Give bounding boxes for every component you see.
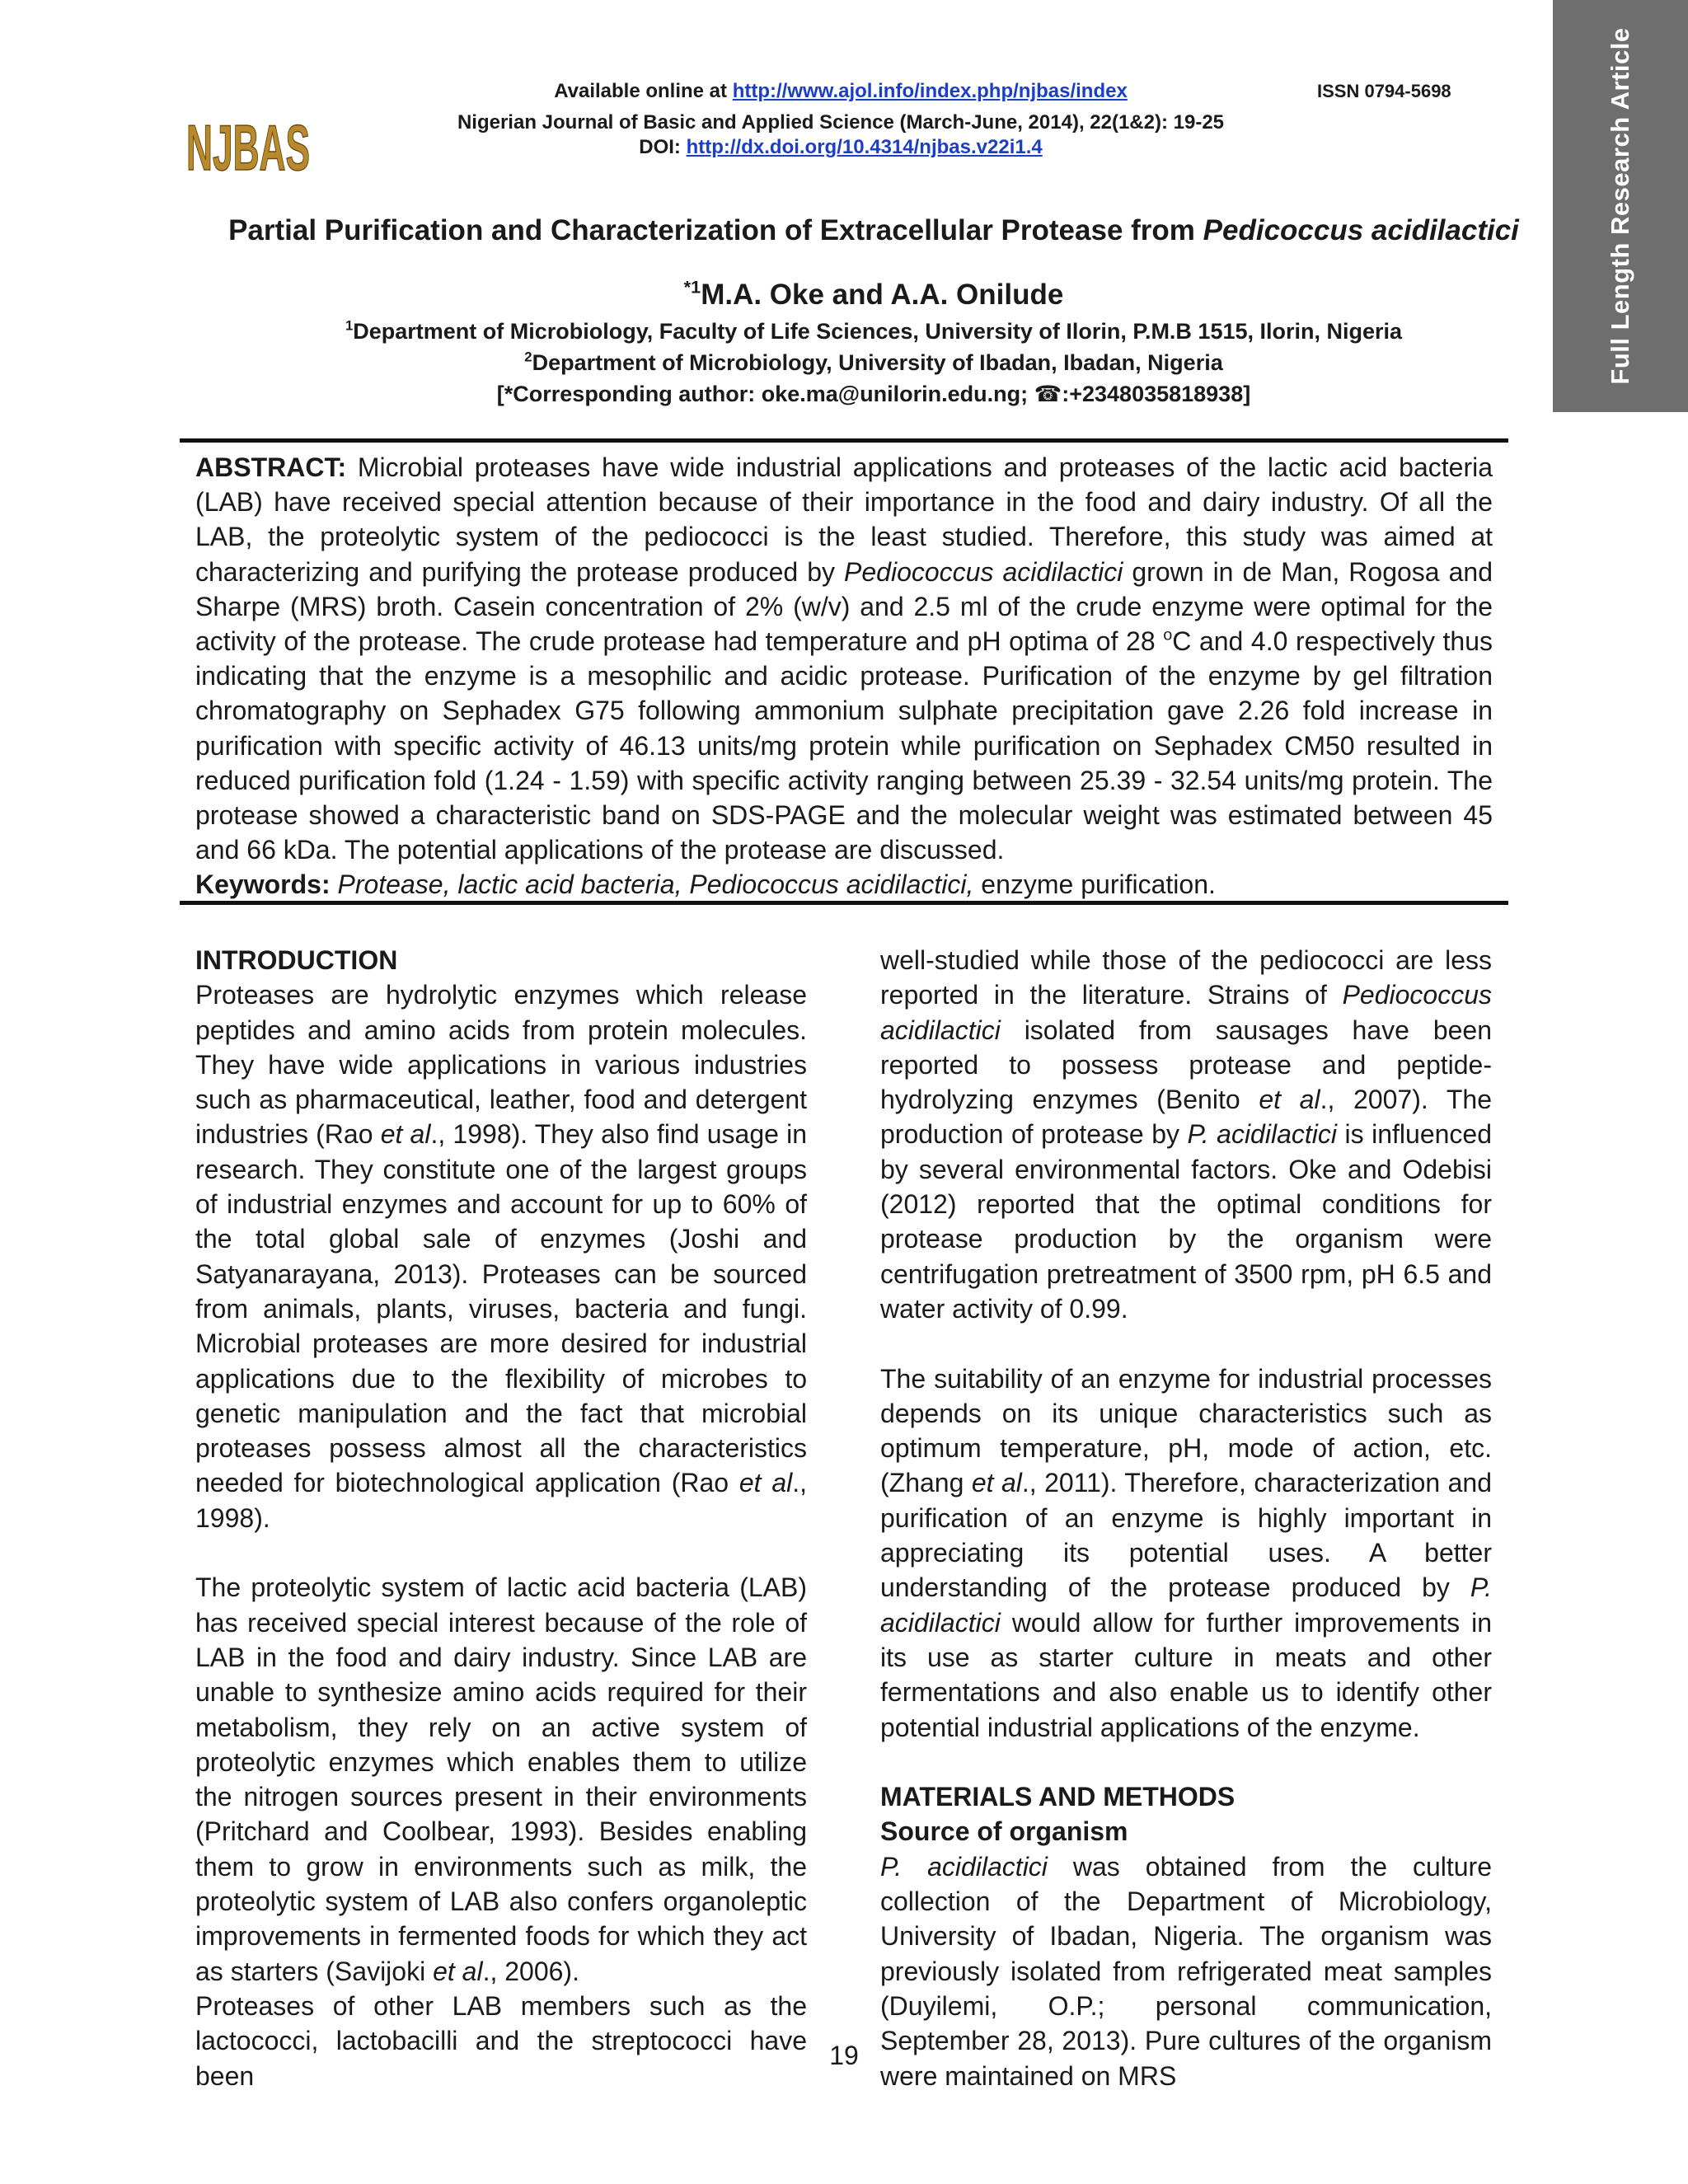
right-column (880, 943, 1492, 2093)
affiliation-2: $^2$Department of Microbiology, University of Ibadan, Ibadan, Nigeria (524, 349, 1223, 375)
logo-text: NJBAS (186, 111, 310, 184)
phone-icon: ☎ (1034, 382, 1062, 406)
intro-paragraph-1: Proteases are hydrolytic enzymes which release peptides and amino acids from protein molecules. They have wide applications in various industries such as pharmaceutical, leather, food and detergent industries (Rao et al., 1998). They also find usage in research. They constitute one of the largest groups of industrial enzymes and account for up to 60% of the total global sale of enzymes (Joshi and Satyanarayana, 2013). Proteases can be sourced from animals, plants, viruses, bacteria and fungi. Microbial proteases are more desired for industrial applications due to the flexibility of microbes to genetic manipulation and the fact that microbial proteases possess almost all the characteristics needed for biotechnological application (Rao et al., 1998). (195, 980, 808, 1533)
abstract-bottom-rule (180, 901, 1508, 905)
paper-title: Partial Purification and Characterization of Extracellular Protease from Pedicoccus acidilactici (228, 214, 1519, 246)
authors: $^{*1}$M.A. Oke and A.A. Onilude (683, 276, 1064, 311)
intro-paragraph-4: The suitability of an enzyme for industrial processes depends on its unique characteristics such as optimum temperature, pH, mode of action, etc. (Zhang et al., 2011). Therefore, characterization and purification of an enzyme is highly important in appreciating its potential uses. A better understanding of the protease produced by P. acidilactici would allow for further improvements in its use as starter culture in meats and other fermentations and also enable us to identify other potential industrial applications of the enzyme. (880, 1363, 1493, 1742)
journal-url-link[interactable]: http://www.ajol.info/index.php/njbas/index (732, 80, 1128, 102)
issn: ISSN 0794-5698 (1317, 81, 1451, 101)
journal-citation: Nigerian Journal of Basic and Applied Science (March-June, 2014), 22(1&2): 19-25 (457, 111, 1225, 134)
doi-line: DOI: http://dx.doi.org/10.4314/njbas.v22i1.4 (639, 136, 1043, 158)
intro-paragraph-2: The proteolytic system of lactic acid bacteria (LAB) has received special interest because of the role of LAB in the food and dairy industry. Since LAB are unable to synthesize amino acids required for their metabolism, they rely on an active system of proteolytic enzymes which enables them to utilize the nitrogen sources present in their environments (Pritchard and Coolbear, 1993). Besides enabling them to grow in environments such as milk, the proteolytic system of LAB also confers organoleptic improvements in fermented foods for which they act as starters (Savijoki et al., 2006). (195, 1572, 807, 1986)
intro-paragraph-3: Proteases of other LAB members such as the lactococci, lactobacilli and the streptococci have been (195, 1990, 807, 2091)
title-species: Pedicoccus acidilactici (1203, 214, 1519, 246)
abstract-body: ABSTRACT: Microbial proteases have wide industrial applications and proteases of the lactic acid bacteria (LAB) have received special attention because of their importance in the food and dairy industry. Of all the LAB, the proteolytic system of the pediococci is the least studied. Therefore, this study was aimed at characterizing and purifying the protease produced by Pediococcus acidilactici grown in de Man, Rogosa and Sharpe (MRS) broth. Casein concentration of 2% (w/v) and 2.5 ml of the crude enzyme were optimal for the activity of the protease. The crude protease had temperature and pH optima of 28 $^o$C and 4.0 respectively thus indicating that the enzyme is a mesophilic and acidic protease. Purification of the enzyme by gel filtration chromatography on Sephadex G75 following ammonium sulphate precipitation gave 2.26 fold increase in purification with specific activity of 46.13 units/mg protein while purification on Sephadex CM50 resulted in reduced purification fold (1.24 - 1.59) with specific activity ranging between 25.39 - 32.54 units/mg protein. The protease showed a characteristic band on SDS-PAGE and the molecular weight was estimated between 45 and 66 kDa. The potential applications of the protease are discussed. (195, 452, 1493, 865)
introduction-heading: INTRODUCTION (195, 945, 398, 975)
journal-logo (183, 105, 315, 185)
article-type-tab (1553, 0, 1688, 412)
keywords: Keywords: Protease, lactic acid bacteria, Pediococcus acidilactici, enzyme purification. (195, 869, 1216, 900)
availability-line: Available online at http://www.ajol.info/index.php/njbas/index (554, 80, 1128, 102)
corresponding-author: [*Corresponding author: oke.ma@unilorin.edu.ng; ☎:+2348035818938] (496, 382, 1251, 406)
methods-heading: MATERIALS AND METHODS (880, 1782, 1236, 1812)
article-type-label: Full Length Research Article (1606, 27, 1634, 385)
page-number: 19 (829, 2041, 859, 2070)
affiliation-1: $^1$Department of Microbiology, Faculty of Life Sciences, University of Ilorin, P.M.B 1515, Ilorin, Nigeria (345, 317, 1403, 344)
abstract (195, 450, 1493, 902)
intro-paragraph-3-cont: well-studied while those of the pediococci are less reported in the literature. Strains of Pediococcus acidilactici isolated from sausages have been reported to possess protease and peptide-hydrolyzing enzymes (Benito et al., 2007). The production of protease by P. acidilactici is influenced by several environmental factors. Oke and Odebisi (2012) reported that the optimal conditions for protease production by the organism were centrifugation pretreatment of 3500 rpm, pH 6.5 and water activity of 0.99. (880, 945, 1492, 1324)
doi-link[interactable]: http://dx.doi.org/10.4314/njbas.v22i1.4 (686, 136, 1043, 158)
abstract-top-rule (180, 438, 1508, 443)
left-column (195, 943, 807, 2093)
source-organism-subheading: Source of organism (880, 1816, 1128, 1847)
methods-paragraph-1: P. acidilactici was obtained from the culture collection of the Department of Microbiology, University of Ibadan, Nigeria. The organism was previously isolated from refrigerated meat samples (Duyilemi, O.P.; personal communication, September 28, 2013). Pure cultures of the organism were maintained on MRS (880, 1851, 1493, 2091)
